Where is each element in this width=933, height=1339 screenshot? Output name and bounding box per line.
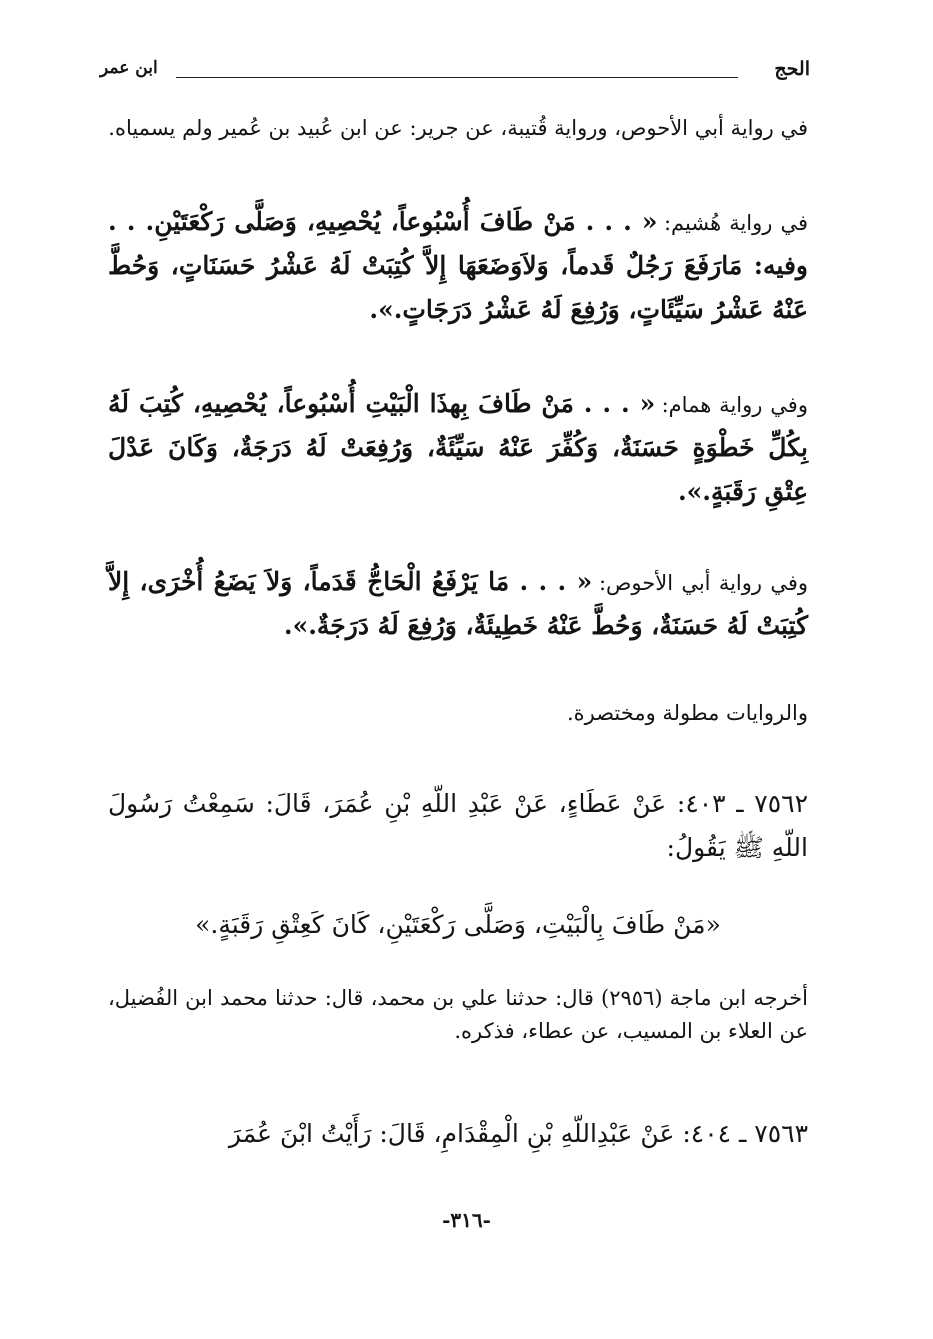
hadith-isnad: عَنْ عَطَاءٍ، عَنْ عَبْدِ اللّهِ بْنِ عُمَرَ، قَالَ: سَمِعْتُ رَسُولَ اللّهِ ﷺ يَقُولُ: <box>108 789 808 862</box>
paragraph-intro: وفي رواية أبي الأحوص: <box>598 571 809 595</box>
paragraph-intro: في رواية هُشيم: <box>663 211 808 235</box>
paragraph-note <box>108 697 808 730</box>
paragraph-quote: « . . . مَنْ طَافَ أُسْبُوعاً، يُحْصِيهِ، وَصَلَّى رَكْعَتَيْنِ. . . وفيه: مَارَفَعَ رَجُلٌ قَدماً، وَلاَوَضَعَهَا إِلاَّ كُتِبَتْ لَهُ عَشْرُ حَسَنَاتٍ، وَحُطَّ عَنْهُ عَشْرُ سَيِّئَاتٍ، وَرُفِعَ لَهُ عَشْرُ دَرَجَاتٍ.». <box>108 207 808 324</box>
takhrij-text: أخرجه ابن ماجة (٢٩٥٦) قال: حدثنا علي بن محمد، قال: حدثنا محمد ابن الفُضيل، عن العلاء بن المسيب، عن عطاء، فذكره. <box>108 986 808 1043</box>
header-rule <box>176 77 738 78</box>
paragraph-intro: وفي رواية همام: <box>661 393 808 417</box>
paragraph-hushaim <box>108 200 808 331</box>
hadith-matn: «مَنْ طَافَ بِالْبَيْتِ، وَصَلَّى رَكْعَتَيْنِ، كَانَ كَعِتْقِ رَقَبَةٍ.» <box>195 910 721 939</box>
paragraph-abi-al-ahwas <box>108 560 808 648</box>
hadith-7563 <box>108 1112 808 1156</box>
section-title: الحج <box>774 58 810 80</box>
hadith-number: ٧٥٦٢ ـ ٤٠٣: <box>676 789 809 818</box>
hadith-isnad: عَنْ عَبْدِاللّهِ بْنِ الْمِقْدَامِ، قَالَ: رَأَيْتُ ابْنَ عُمَرَ <box>228 1119 675 1148</box>
companion-name: ابن عمر <box>100 58 158 78</box>
paragraph-quote: « . . . مَنْ طَافَ بِهذَا الْبَيْتِ أُسْبُوعاً، يُحْصِيهِ، كُتِبَ لَهُ بِكُلِّ خَطْوَةٍ حَسَنَةٌ، وَكُفِّرَ عَنْهُ سَيِّئَةٌ، وَرُفِعَتْ لَهُ دَرَجَةٌ، وَكَانَ عَدْلَ عِتْقِ رَقَبَةٍ.». <box>108 389 808 506</box>
paragraph-hammam <box>108 382 808 513</box>
paragraph-abi-al-ahwas-qutaiba <box>108 112 808 145</box>
running-header <box>100 58 810 88</box>
paragraph-text: في رواية أبي الأحوص، ورواية قُتيبة، عن جرير: عن ابن عُبيد بن عُمير ولم يسمياه. <box>108 116 808 140</box>
hadith-number: ٧٥٦٣ ـ ٤٠٤: <box>682 1119 808 1148</box>
page-number: -٣١٦- <box>442 1208 491 1232</box>
paragraph-text: والروايات مطولة ومختصرة. <box>566 701 808 725</box>
paragraph-quote: « . . . مَا يَرْفَعُ الْحَاجُّ قَدَماً، وَلاَ يَضَعُ أُخْرَى، إِلاَّ كُتِبَتْ لَهُ حَسَنَةٌ، وَحُطَّ عَنْهُ خَطِيئَةٌ، وَرُفِعَ لَهُ دَرَجَةٌ.». <box>108 567 808 640</box>
hadith-takhrij <box>108 982 808 1047</box>
hadith-7562 <box>108 782 808 870</box>
